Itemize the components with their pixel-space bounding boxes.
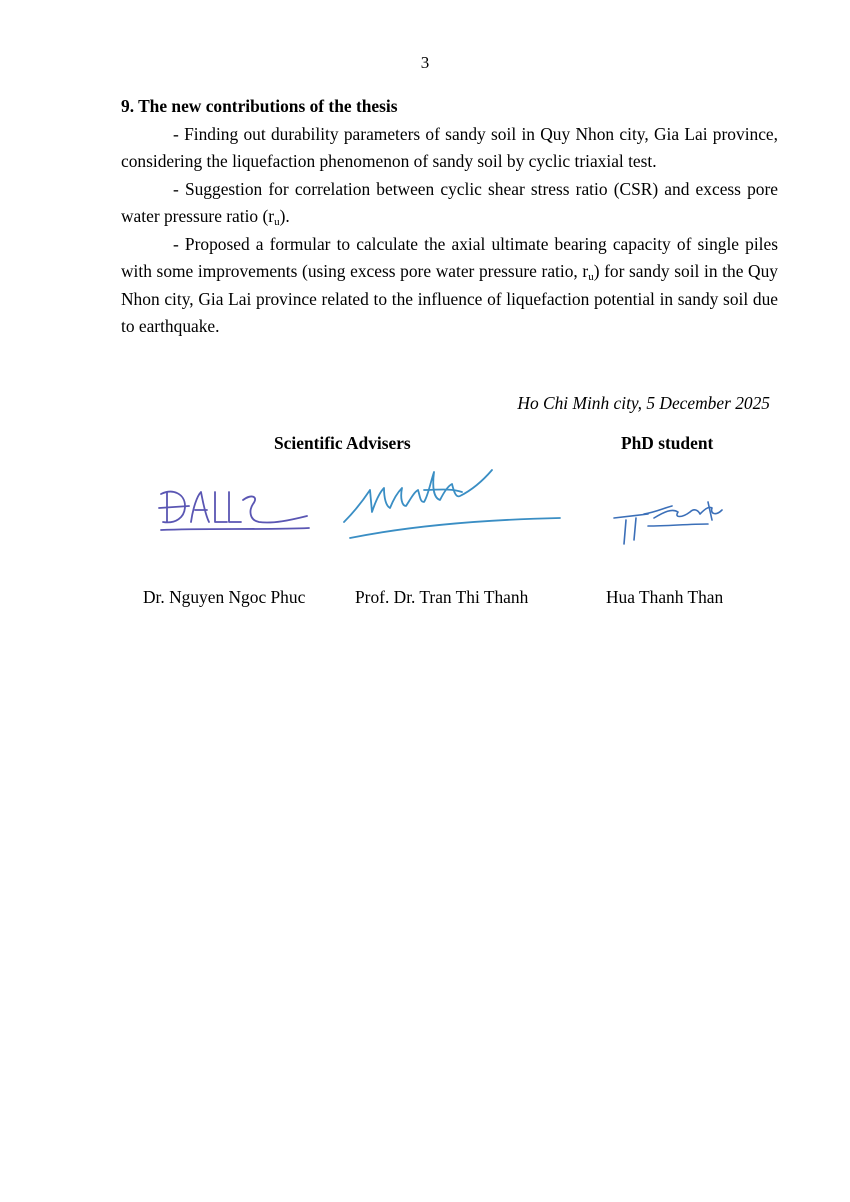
advisers-heading: Scientific Advisers <box>274 433 411 453</box>
contribution-item-3 <box>121 231 778 341</box>
section-heading: 9. The new contributions of the thesis <box>121 96 398 116</box>
place-date: Ho Chi Minh city, 5 December 2025 <box>517 393 770 413</box>
student-signature <box>612 498 727 548</box>
subscript-u: u <box>274 216 280 228</box>
contribution-item-3-text: - Proposed a formular to calculate the axial ultimate bearing capacity of single piles with some improvements (using excess pore water pressure ratio, r <box>121 233 778 281</box>
student-name: Hua Thanh Than <box>606 587 724 607</box>
document-body <box>121 93 778 341</box>
page-number: 3 <box>420 53 430 72</box>
subscript-u: u <box>588 271 594 283</box>
contribution-item-3-end: ) for sandy soil in the Quy Nhon city, Gia Lai province related to the influence of liquefaction potential in sandy soil due to earthquake. <box>121 261 778 336</box>
contribution-item-2 <box>121 176 778 231</box>
student-heading: PhD student <box>621 433 714 453</box>
contribution-item-2-text: - Suggestion for correlation between cyclic shear stress ratio (CSR) and excess pore water pressure ratio (r <box>121 178 778 226</box>
adviser2-name: Prof. Dr. Tran Thi Thanh <box>355 587 529 607</box>
adviser2-signature <box>340 462 565 547</box>
contribution-item-1: - Finding out durability parameters of sandy soil in Quy Nhon city, Gia Lai province, considering the liquefaction phenomenon of sandy soil by cyclic triaxial test. <box>121 123 778 171</box>
adviser1-signature <box>155 478 315 542</box>
contribution-item-2-end: ). <box>279 206 290 226</box>
adviser1-name: Dr. Nguyen Ngoc Phuc <box>143 587 306 607</box>
